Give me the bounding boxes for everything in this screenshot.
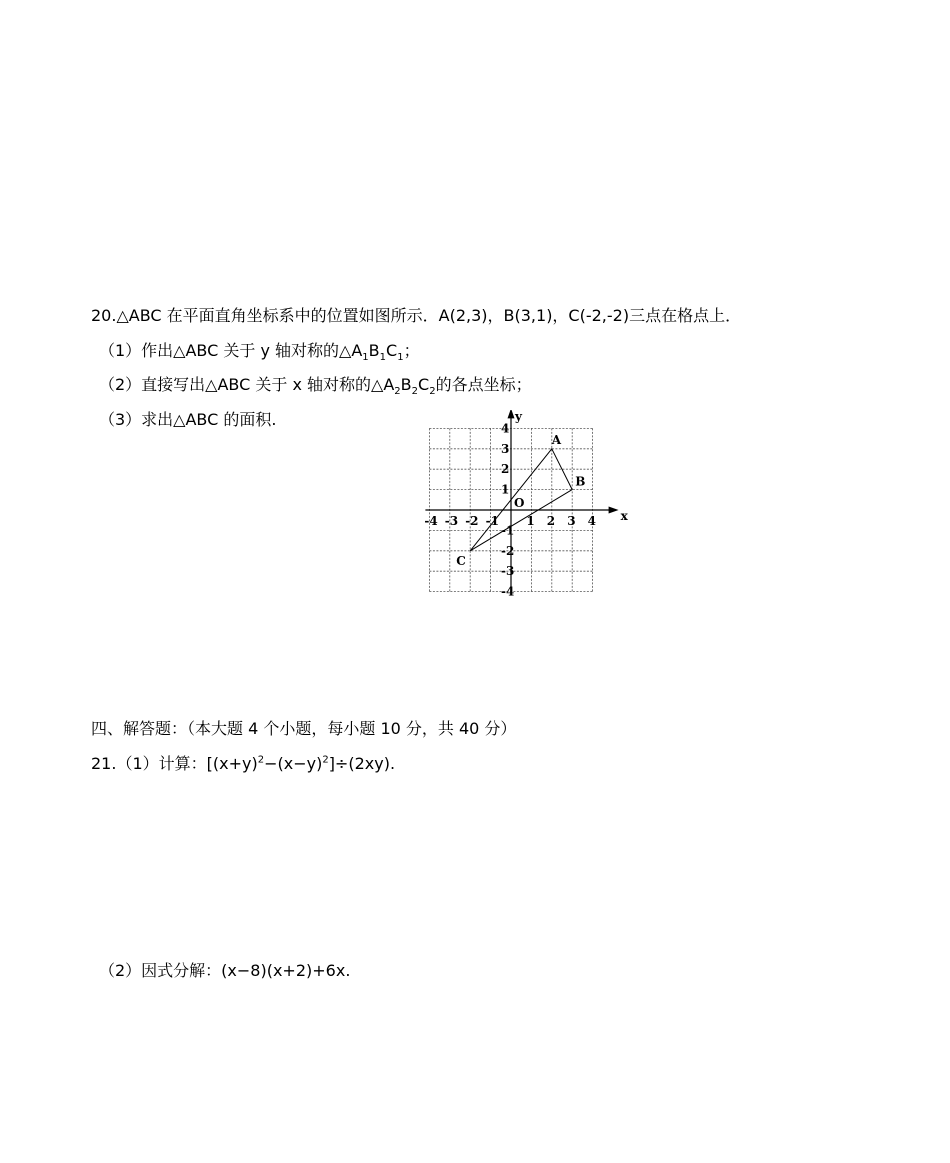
q20-part1-sub-a: 1 xyxy=(362,352,369,364)
tick-labels xyxy=(424,410,628,599)
q20-part1-c: C xyxy=(386,341,398,360)
x-tick-label: -4 xyxy=(424,514,438,528)
coordinate-graph xyxy=(415,410,630,600)
q21-part1-c: ]÷(2xy). xyxy=(328,754,396,773)
y-tick-label: 1 xyxy=(501,482,510,497)
section-4-title: 四、解答题：（本大题 4 个小题，每小题 10 分，共 40 分） xyxy=(91,719,517,738)
q20-part1-sub-b: 1 xyxy=(379,352,387,364)
x-tick-label: -1 xyxy=(485,514,499,528)
question-20-part-1 xyxy=(99,341,420,364)
x-tick-label: 3 xyxy=(567,514,576,528)
x-axis-label: x xyxy=(620,509,628,523)
q21-part1-text: 21.（1）计算：[(x+y) xyxy=(91,754,258,773)
y-tick-label: -3 xyxy=(501,564,515,579)
x-tick-label: 1 xyxy=(526,514,535,528)
q21-part1-sup-b: 2 xyxy=(322,754,329,766)
q20-part2-sub-b: 2 xyxy=(411,386,419,398)
origin-label: O xyxy=(514,496,525,510)
q20-part2-sub-a: 2 xyxy=(394,386,401,398)
q20-part1-text: （1）作出△ABC 关于 y 轴对称的△A xyxy=(99,341,363,360)
q21-part1-b: −(x−y) xyxy=(264,754,323,773)
q21-part1-sup-a: 2 xyxy=(257,754,265,766)
y-tick-label: -4 xyxy=(501,584,515,599)
q20-part2-b: B xyxy=(400,375,412,394)
y-tick-label: 4 xyxy=(501,421,510,436)
q20-part1-b: B xyxy=(368,341,380,360)
point-label-c: C xyxy=(456,553,466,568)
x-tick-label: 2 xyxy=(546,514,556,528)
y-tick-label: 2 xyxy=(501,462,510,477)
q20-part2-end: 的各点坐标； xyxy=(435,375,532,394)
y-tick-label: 3 xyxy=(501,441,510,456)
y-tick-label: -1 xyxy=(501,523,515,538)
x-axis-arrow xyxy=(609,507,619,514)
question-21-part-2: （2）因式分解：(x−8)(x+2)+6x. xyxy=(99,961,351,980)
point-label-a: A xyxy=(551,432,562,447)
x-tick-label: -2 xyxy=(465,514,479,528)
y-tick-label: -2 xyxy=(501,543,515,558)
question-20-stem: 20.△ABC 在平面直角坐标系中的位置如图所示．A(2,3)，B(3,1)，C(-2,-2)三点在格点上． xyxy=(91,306,742,325)
point-label-b: B xyxy=(575,474,586,489)
question-21-part-1 xyxy=(91,754,395,774)
y-axis-label: y xyxy=(515,410,522,424)
x-tick-label: -3 xyxy=(444,514,459,528)
question-20-part-3: （3）求出△ABC 的面积. xyxy=(99,410,277,429)
x-tick-label: 4 xyxy=(587,514,596,528)
q20-part1-sub-c: 1 xyxy=(397,352,404,364)
q20-part1-end: ； xyxy=(403,341,420,360)
q20-part2-c: C xyxy=(418,375,430,394)
y-axis-arrow xyxy=(508,410,515,418)
q20-part2-text: （2）直接写出△ABC 关于 x 轴对称的△A xyxy=(99,375,395,394)
q20-part2-sub-c: 2 xyxy=(429,386,436,398)
question-20-part-2 xyxy=(99,375,532,398)
